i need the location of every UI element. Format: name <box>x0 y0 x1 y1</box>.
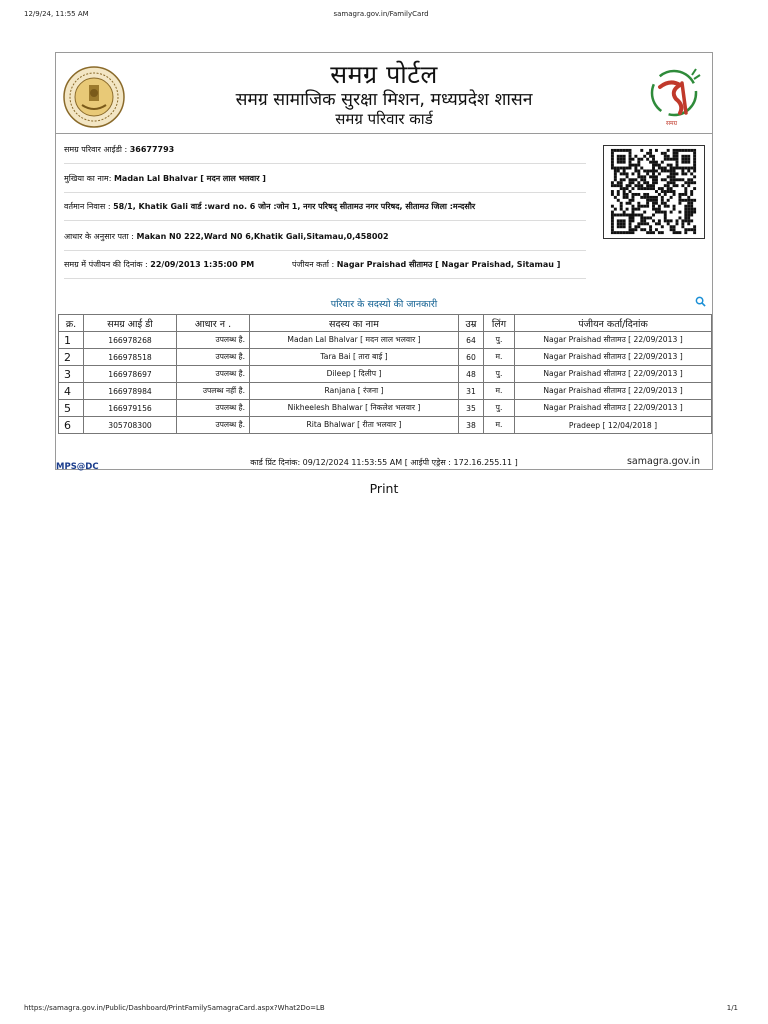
member-registrar-date: Nagar Praishad सीतामउ [ 22/09/2013 ] <box>515 383 712 400</box>
member-registrar-date: Nagar Praishad सीतामउ [ 22/09/2013 ] <box>515 366 712 383</box>
table-row <box>59 349 712 366</box>
member-name: Nikheelesh Bhalwar [ निकलेश भलवार ] <box>250 400 459 417</box>
member-serial: 4 <box>59 383 84 400</box>
table-row <box>59 383 712 400</box>
family-id-row: समग्र परिवार आईडी : 36677793 <box>64 144 586 164</box>
member-name: Dileep [ दिलीप ] <box>250 366 459 383</box>
col-gender: लिंग <box>484 315 515 332</box>
print-button[interactable]: Print <box>369 481 399 496</box>
print-page-number: 1/1 <box>726 1004 738 1012</box>
head-name: Madan Lal Bhalvar [ मदन लाल भलवार ] <box>113 174 266 183</box>
member-gender: म. <box>484 349 515 366</box>
print-footer-url: https://samagra.gov.in/Public/Dashboard/PrintFamilySamagraCard.aspx?What2Do=LB <box>24 1004 325 1012</box>
member-serial: 6 <box>59 417 84 434</box>
col-serial: क्र. <box>59 315 84 332</box>
table-row <box>59 400 712 417</box>
member-name: Madan Lal Bhalvar [ मदन लाल भलवार ] <box>250 332 459 349</box>
print-datetime: 12/9/24, 11:55 AM <box>24 10 89 18</box>
member-gender: पु. <box>484 366 515 383</box>
aadhar-address-row: आधार के अनुसार पता : Makan N0 222,Ward N0 6,Khatik Gali,Sitamau,0,458002 <box>64 231 586 251</box>
browser-print-header <box>24 10 738 22</box>
aadhar-address: Makan N0 222,Ward N0 6,Khatik Gali,Sitamau,0,458002 <box>136 232 389 241</box>
member-age: 64 <box>459 332 484 349</box>
site-link[interactable]: samagra.gov.in <box>626 456 700 467</box>
member-aadhar-status: उपलब्ध है. <box>177 400 250 417</box>
member-aadhar-status: उपलब्ध है. <box>177 332 250 349</box>
registration-row: समग्र में पंजीयन की दिनांक : 22/09/2013 1:35:00 PM पंजीयन कर्ता : Nagar Praishad सीतामउ [ Nagar Praishad, Sitamau ] <box>64 259 586 279</box>
family-id: 36677793 <box>129 145 175 154</box>
member-gender: पु. <box>484 332 515 349</box>
col-member-name: सदस्य का नाम <box>250 315 459 332</box>
print-url: samagra.gov.in/FamilyCard <box>333 10 429 18</box>
member-samagra-id: 166978518 <box>84 349 177 366</box>
member-serial: 5 <box>59 400 84 417</box>
qr-code-icon <box>603 145 705 239</box>
registrar: Nagar Praishad सीतामउ [ Nagar Praishad, Sitamau ] <box>336 260 561 269</box>
members-table-header <box>59 315 712 332</box>
member-aadhar-status: उपलब्ध नहीं है. <box>177 383 250 400</box>
member-registrar-date: Nagar Praishad सीतामउ [ 22/09/2013 ] <box>515 349 712 366</box>
head-name-row: मुखिया का नाम: Madan Lal Bhalvar [ मदन लाल भलवार ] <box>64 173 586 193</box>
member-serial: 2 <box>59 349 84 366</box>
family-card <box>55 52 713 470</box>
card-print-time: कार्ड प्रिंट दिनांक: 09/12/2024 11:53:55 AM [ आईपी एड्रेस : 172.16.255.11 ] <box>250 458 518 467</box>
member-aadhar-status: उपलब्ध है. <box>177 366 250 383</box>
address-row: वर्तमान निवास : 58/1, Khatik Gali वार्ड :ward no. 6 जोन :जोन 1, नगर परिषद् सीतामउ नगर परिषद, सीतामउ जिला :मन्दसौर <box>64 201 586 221</box>
svg-text:समग्र: समग्र <box>666 120 678 127</box>
member-name: Tara Bai [ तारा बाई ] <box>250 349 459 366</box>
members-table <box>58 314 712 434</box>
member-registrar-date: Nagar Praishad सीतामउ [ 22/09/2013 ] <box>515 400 712 417</box>
browser-print-footer <box>24 1004 738 1016</box>
member-samagra-id: 166979156 <box>84 400 177 417</box>
mpsedc-logo-icon: MPS@DC <box>56 462 99 472</box>
col-samagra-id: समग्र आई डी <box>84 315 177 332</box>
card-title: समग्र परिवार कार्ड <box>335 110 433 128</box>
member-registrar-date: Pradeep [ 12/04/2018 ] <box>515 417 712 434</box>
member-serial: 3 <box>59 366 84 383</box>
mission-title: समग्र सामाजिक सुरक्षा मिशन, मध्यप्रदेश शासन <box>235 90 533 110</box>
member-aadhar-status: उपलब्ध है. <box>177 349 250 366</box>
member-age: 60 <box>459 349 484 366</box>
member-name: Rita Bhalwar [ रीता भलवार ] <box>250 417 459 434</box>
member-samagra-id: 166978268 <box>84 332 177 349</box>
members-section-title: परिवार के सदस्यो की जानकारी <box>330 299 438 310</box>
col-age: उम्र <box>459 315 484 332</box>
member-age: 48 <box>459 366 484 383</box>
member-serial: 1 <box>59 332 84 349</box>
header-divider <box>56 133 712 134</box>
member-aadhar-status: उपलब्ध है. <box>177 417 250 434</box>
members-table-body <box>59 332 712 434</box>
member-gender: म. <box>484 383 515 400</box>
member-age: 35 <box>459 400 484 417</box>
member-samagra-id: 166978697 <box>84 366 177 383</box>
member-samagra-id: 166978984 <box>84 383 177 400</box>
registration-date: 22/09/2013 1:35:00 PM <box>150 260 255 269</box>
current-address: 58/1, Khatik Gali वार्ड :ward no. 6 जोन :जोन 1, नगर परिषद् सीतामउ नगर परिषद, सीतामउ जिला :मन्दसौर <box>113 202 476 211</box>
table-row <box>59 417 712 434</box>
col-aadhar: आधार न . <box>177 315 250 332</box>
member-gender: म. <box>484 417 515 434</box>
samagra-logo-icon <box>646 65 706 127</box>
table-row <box>59 332 712 349</box>
search-icon[interactable] <box>695 296 706 307</box>
member-gender: पु. <box>484 400 515 417</box>
portal-title: समग्र पोर्टल <box>330 60 438 89</box>
member-name: Ranjana [ रंजना ] <box>250 383 459 400</box>
member-samagra-id: 305708300 <box>84 417 177 434</box>
member-age: 31 <box>459 383 484 400</box>
member-age: 38 <box>459 417 484 434</box>
member-registrar-date: Nagar Praishad सीतामउ [ 22/09/2013 ] <box>515 332 712 349</box>
col-registrar-date: पंजीयन कर्ता/दिनांक <box>515 315 712 332</box>
table-row <box>59 366 712 383</box>
